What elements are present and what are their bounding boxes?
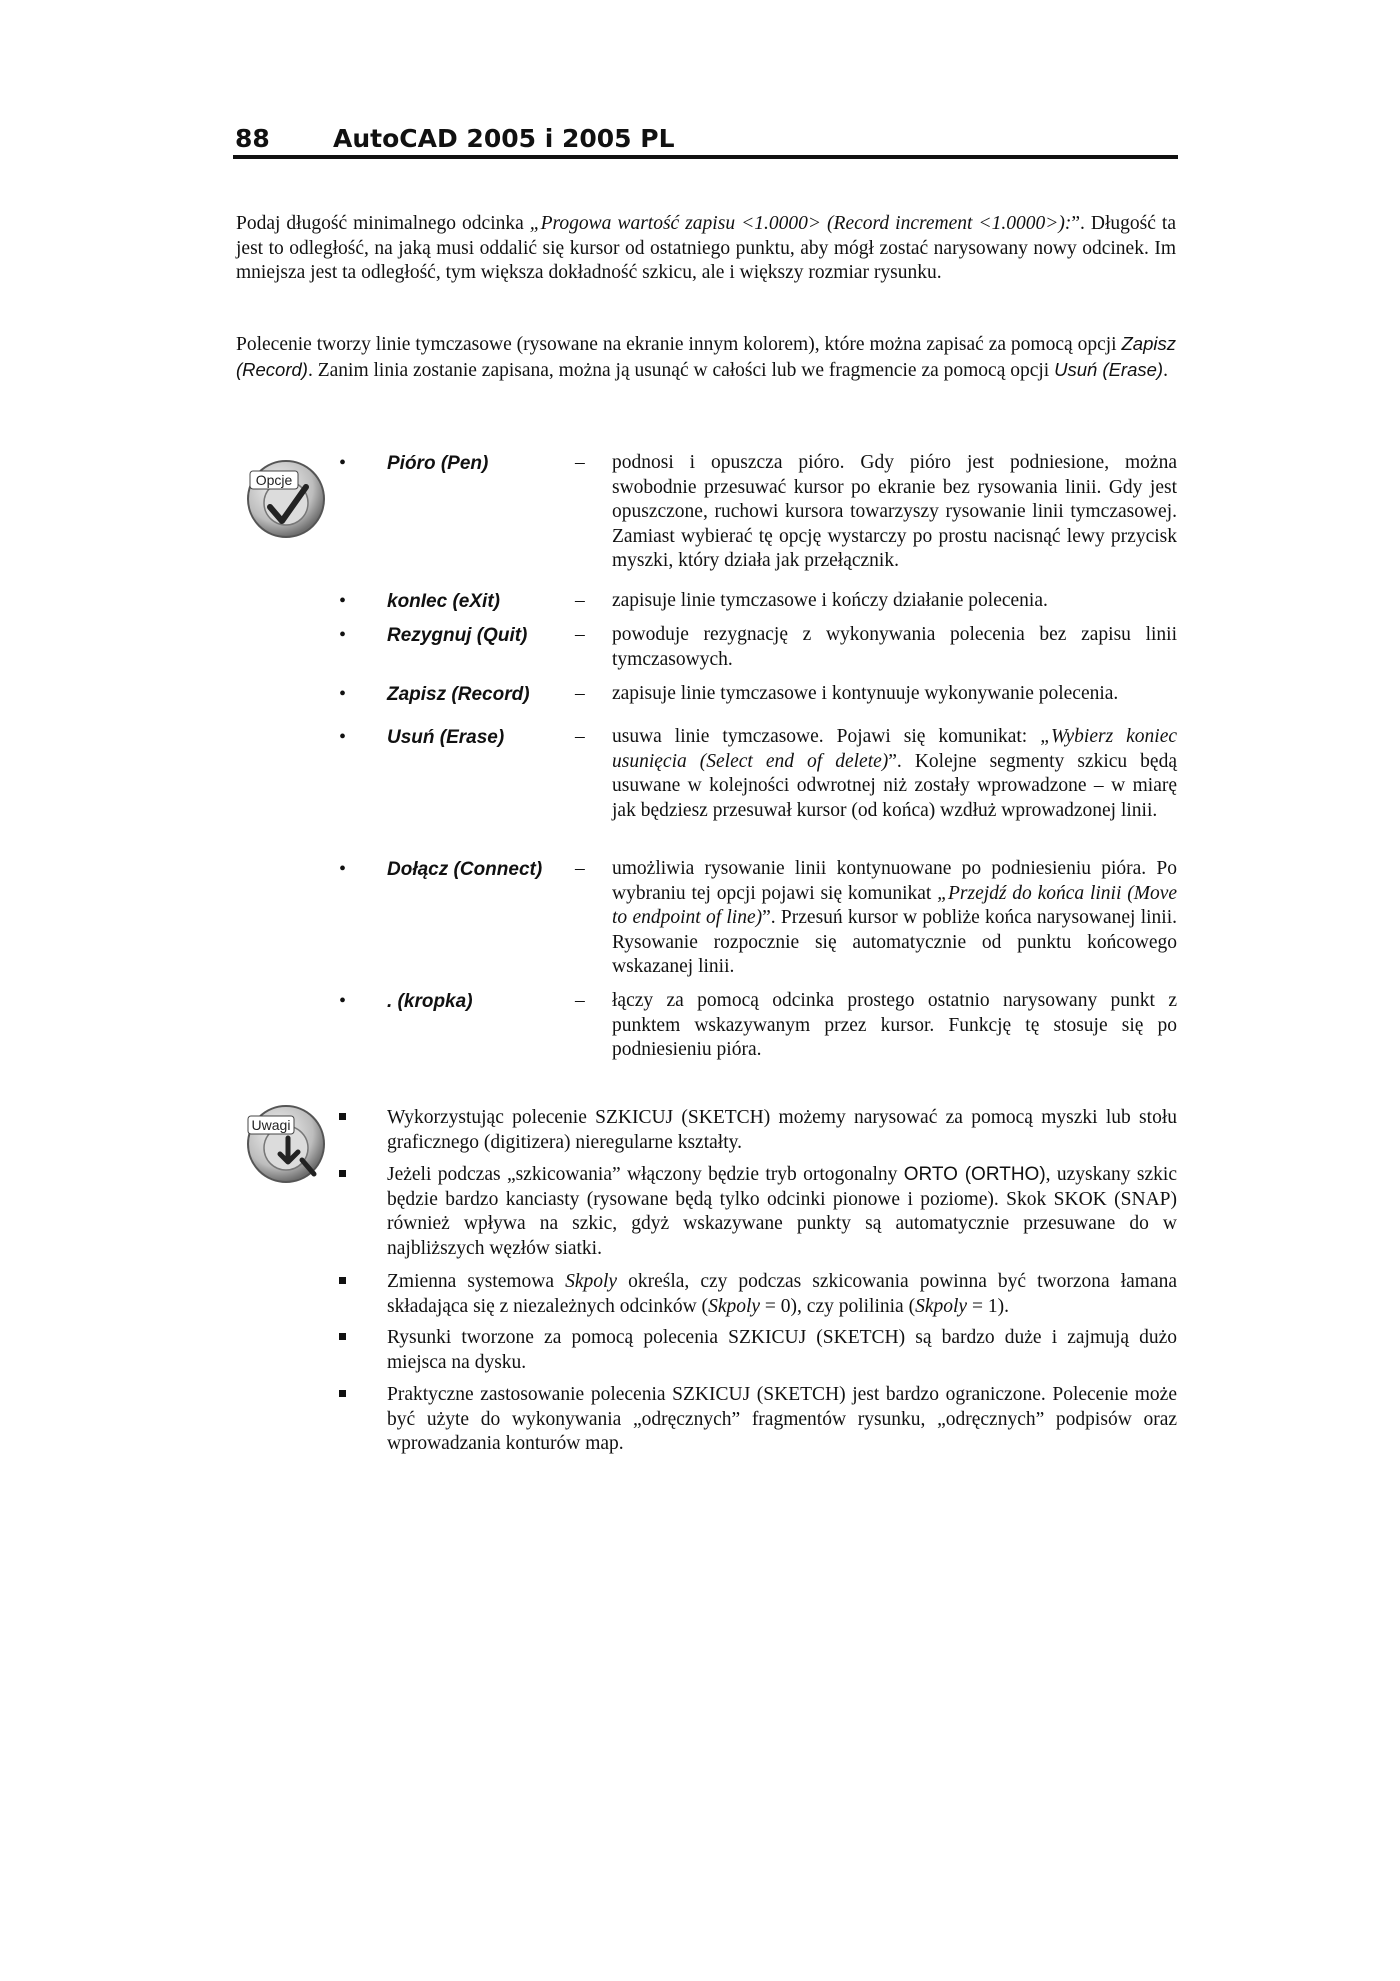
text-run: Rysunki tworzone za pomocą polecenia SZKICUJ (SKETCH) są bardzo duże i zajmują dużo miejsca na dysku. (387, 1327, 1177, 1373)
page-number: 88 (235, 124, 270, 153)
bullet: • (339, 683, 347, 705)
note-text (387, 1106, 1177, 1155)
page-header (233, 124, 1178, 158)
command-reference: ORTO (ORTHO) (903, 1164, 1046, 1185)
variable-name: Skpoly (565, 1271, 618, 1292)
header-rule (233, 155, 1178, 159)
bullet: • (339, 452, 347, 474)
option-description (612, 857, 1177, 980)
option-dash: – (575, 726, 585, 747)
text-run: Polecenie tworzy linie tymczasowe (rysowane na ekranie innym kolorem), które można zapisać za pomocą opcji (236, 334, 1122, 355)
option-name: Dołącz (Connect) (387, 859, 543, 880)
option-dash: – (575, 452, 585, 473)
option-description (612, 589, 1177, 614)
option-reference: Usuń (Erase) (1054, 358, 1164, 380)
opcje-label: Opcje (255, 472, 293, 488)
text-run: . Zanim linia zostanie zapisana, można ją usunąć w całości lub we fragmencie za pomocą opcji (307, 359, 1055, 381)
option-description (612, 725, 1177, 823)
square-bullet (339, 1277, 346, 1284)
text-run: umożliwia rysowanie linii kontynuowane po podniesieniu pióra. Po wybraniu tej opcji pojawi się komunikat (612, 858, 1177, 904)
text-run: określa, czy podczas szkicowania powinna być tworzona łamana składająca się z niezależnych odcinków ( (387, 1271, 1177, 1317)
prompt-text: „Przejdź do końca linii (Move to endpoint of line) (612, 882, 1178, 928)
option-dash: – (575, 858, 585, 879)
text-run: ”. Długość ta jest to odległość, na jaką musi oddalić się kursor od ostatniego punktu, aby mógł zostać narysowany nowy odcinek. Im mniejsza jest ta odległość, tym większa dokładność szkicu, ale i większy rozmiar rysunku. (236, 213, 1176, 283)
text-run: ”. Przesuń kursor w pobliże końca narysowanej linii. Rysowanie rozpocznie się automatycznie od punktu końcowego wskazanej linii. (612, 907, 1177, 977)
prompt-text: „Progowa wartość zapisu <1.0000> (Record increment <1.0000>): (529, 213, 1072, 234)
text-run: Podaj długość minimalnego odcinka (236, 213, 530, 234)
option-description (612, 623, 1177, 672)
text-run: = 1). (967, 1295, 1009, 1317)
bullet: • (339, 990, 347, 1012)
square-bullet (339, 1333, 346, 1340)
opcje-checkmark-icon (244, 457, 328, 541)
option-dash: – (575, 624, 585, 645)
note-text (387, 1163, 1177, 1261)
text-run: Praktyczne zastosowanie polecenia SZKICUJ (SKETCH) jest bardzo ograniczone. Polecenie może być użyte do wykonywania „odręcznych” fragmentów rysunku, „odręcznych” podpisów oraz wprowadzania konturów map. (387, 1384, 1177, 1454)
variable-name: Skpoly (915, 1295, 968, 1317)
book-title: AutoCAD 2005 i 2005 PL (333, 124, 675, 153)
note-text (387, 1326, 1177, 1375)
option-name: . (kropka) (387, 991, 473, 1012)
text-run: . (1163, 359, 1168, 381)
option-dash: – (575, 990, 585, 1011)
text-run: zapisuje linie tymczasowe i kończy działanie polecenia. (612, 590, 1048, 611)
uwagi-arrow-icon (244, 1102, 328, 1186)
square-bullet (339, 1390, 346, 1397)
note-text (387, 1270, 1177, 1319)
variable-name: Skpoly (708, 1295, 761, 1317)
uwagi-label: Uwagi (251, 1117, 291, 1133)
text-run: ”. Kolejne segmenty szkicu będą usuwane w kolejności odwrotnej niż zostały wprowadzone – w miarę jak będziesz przesuwał kursor (od końca) wzdłuż wprowadzonej linii. (612, 750, 1177, 821)
intro-paragraph-1 (236, 212, 1176, 286)
option-name: Rezygnuj (Quit) (387, 625, 528, 646)
option-name: konIec (eXit) (387, 591, 500, 612)
bullet: • (339, 726, 347, 748)
text-run: łączy za pomocą odcinka prostego ostatnio narysowany punkt z punktem wskazywanym przez kursor. Funkcję tę stosuje się po podniesieniu pióra. (612, 990, 1177, 1060)
text-run: , uzyskany szkic będzie bardzo kanciasty (rysowane będą tylko odcinki pionowe i poziome). Skok SKOK (SNAP) również wpływa na szkic, gdyż wskazywane punkty są automatycznie przesuwane do w najbliższych węzłów siatki. (387, 1164, 1177, 1259)
bullet: • (339, 590, 347, 612)
option-name: Usuń (Erase) (387, 727, 505, 748)
prompt-text: „Wybierz koniec usunięcia (Select end of delete) (612, 726, 1178, 772)
text-run: Jeżeli podczas „szkicowania” włączony będzie tryb ortogonalny (387, 1164, 904, 1185)
text-run: zapisuje linie tymczasowe i kontynuuje wykonywanie polecenia. (612, 683, 1119, 704)
option-description (612, 451, 1177, 574)
intro-paragraph-2 (236, 332, 1176, 383)
option-description (612, 682, 1177, 707)
text-run: Zmienna systemowa (387, 1271, 566, 1292)
bullet: • (339, 858, 347, 880)
note-text (387, 1383, 1177, 1457)
text-run: Wykorzystując polecenie SZKICUJ (SKETCH) możemy narysować za pomocą myszki lub stołu graficznego (digitizera) nieregularne kształty. (387, 1107, 1177, 1153)
option-name: Zapisz (Record) (387, 684, 530, 705)
square-bullet (339, 1170, 346, 1177)
square-bullet (339, 1113, 346, 1120)
option-reference: Zapisz (Record) (236, 333, 1176, 380)
bullet: • (339, 624, 347, 646)
text-run: podnosi i opuszcza pióro. Gdy pióro jest podniesione, można swobodnie przesuwać kursor po ekranie bez rysowania linii. Gdy jest opuszczone, ruchowi kursora towarzyszy rysowanie linii tymczasowej. Zamiast wybierać tę opcję wystarczy po prostu nacisnąć lewy przycisk myszki, który działa jak przełącznik. (612, 452, 1177, 571)
text-run: = 0), czy polilinia ( (760, 1295, 916, 1317)
option-dash: – (575, 590, 585, 611)
option-name: Pióro (Pen) (387, 453, 489, 474)
option-dash: – (575, 683, 585, 704)
option-description (612, 989, 1177, 1063)
text-run: powoduje rezygnację z wykonywania polecenia bez zapisu linii tymczasowych. (612, 624, 1177, 670)
text-run: usuwa linie tymczasowe. Pojawi się komunikat: (612, 726, 1041, 747)
